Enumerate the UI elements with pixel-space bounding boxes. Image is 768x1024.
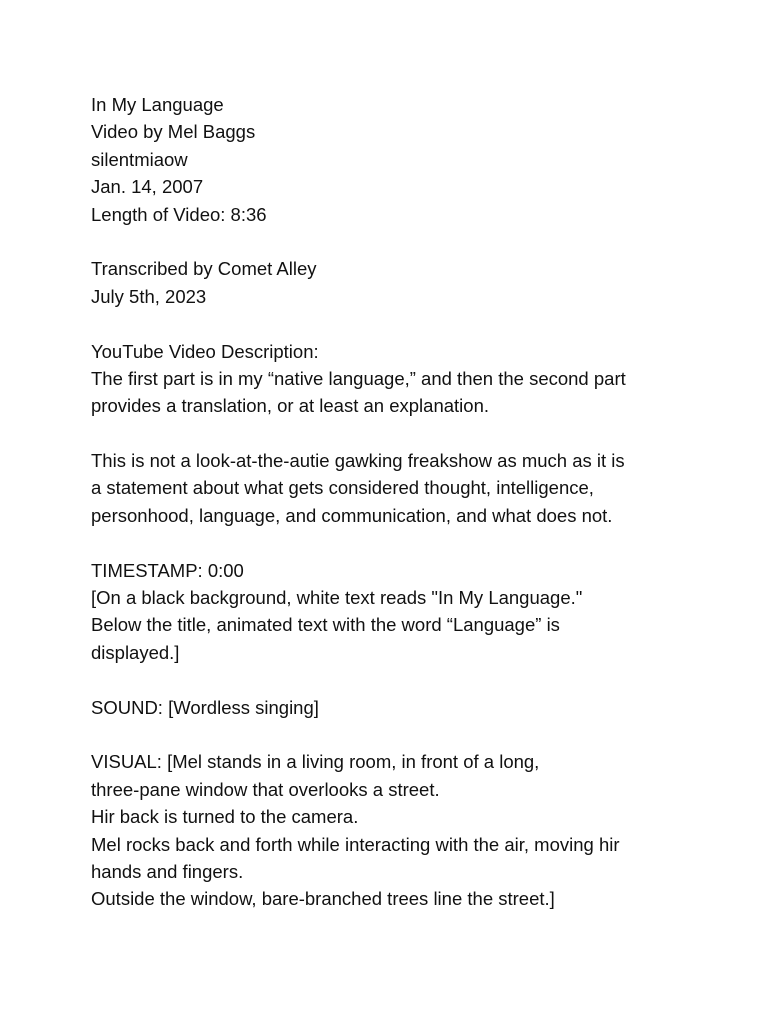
video-date: Jan. 14, 2007 xyxy=(91,176,204,198)
visual-scene-line: Mel rocks back and forth while interacting with the air, moving hir xyxy=(91,833,620,855)
transcription-date: July 5th, 2023 xyxy=(91,285,207,307)
visual-scene-line: hands and fingers. xyxy=(91,860,244,882)
spacer xyxy=(91,228,711,255)
description-heading: YouTube Video Description: xyxy=(91,340,319,362)
document-body xyxy=(91,91,711,913)
description-line: This is not a look-at-the-autie gawking freakshow as much as it is xyxy=(91,450,625,472)
visual-scene-line: Outside the window, bare-branched trees line the street.] xyxy=(91,888,555,910)
description-line: a statement about what gets considered thought, intelligence, xyxy=(91,477,594,499)
spacer xyxy=(91,721,711,748)
visual-scene-line: three-pane window that overlooks a street. xyxy=(91,778,440,800)
description-line: personhood, language, and communication, and what does not. xyxy=(91,504,613,526)
transcriber: Transcribed by Comet Alley xyxy=(91,258,317,280)
description-line: The first part is in my “native language,” and then the second part xyxy=(91,367,626,389)
spacer xyxy=(91,420,711,447)
visual-scene-line: VISUAL: [Mel stands in a living room, in front of a long, xyxy=(91,751,540,773)
document-title: In My Language xyxy=(91,94,224,115)
video-author: Video by Mel Baggs xyxy=(91,121,256,143)
video-length: Length of Video: 8:36 xyxy=(91,203,267,225)
spacer xyxy=(91,666,711,693)
spacer xyxy=(91,310,711,337)
sound-cue: SOUND: [Wordless singing] xyxy=(91,696,319,718)
visual-intro-line: displayed.] xyxy=(91,641,180,663)
spacer xyxy=(91,529,711,556)
visual-intro-line: [On a black background, white text reads "In My Language." xyxy=(91,587,583,609)
timestamp: TIMESTAMP: 0:00 xyxy=(91,559,244,581)
visual-intro-line: Below the title, animated text with the word “Language” is xyxy=(91,614,560,636)
visual-scene-line: Hir back is turned to the camera. xyxy=(91,806,359,828)
description-line: provides a translation, or at least an explanation. xyxy=(91,395,489,417)
channel-name: silentmiaow xyxy=(91,148,188,170)
